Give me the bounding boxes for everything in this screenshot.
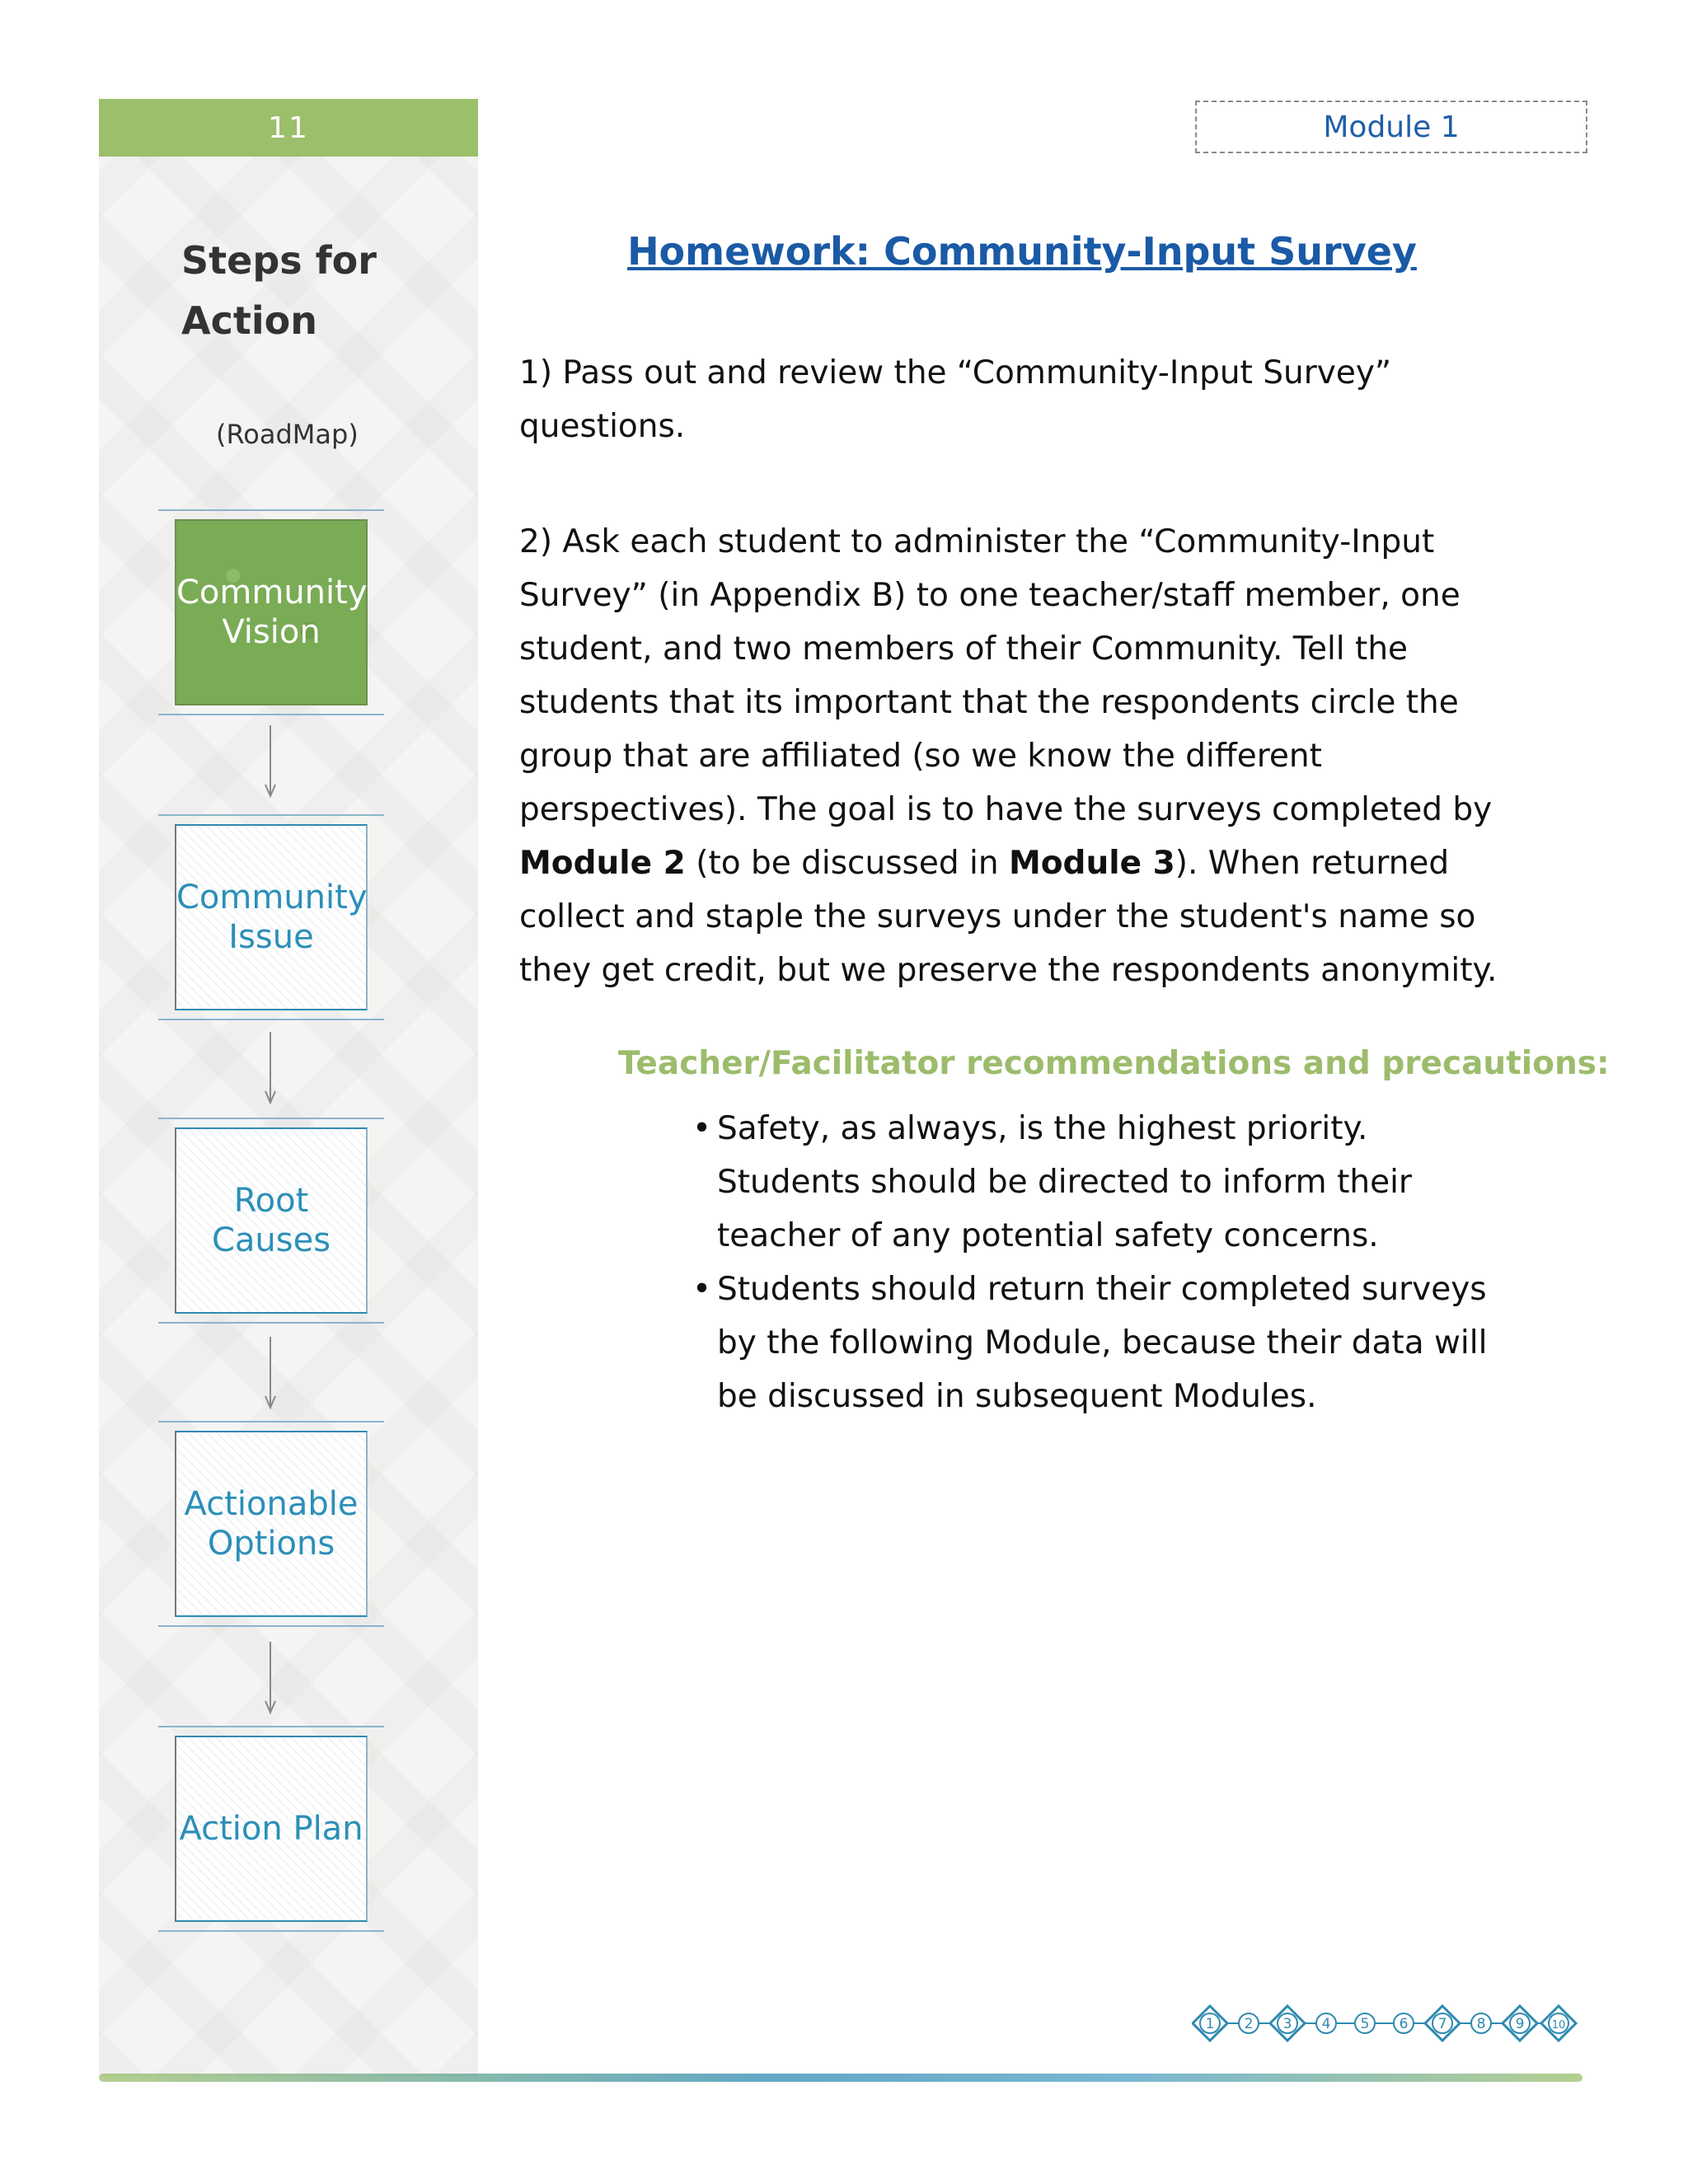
module-number: 4 <box>1321 2016 1331 2032</box>
module-marker-10 <box>1541 2006 1576 2041</box>
module-number: 8 <box>1476 2016 1486 2032</box>
module-marker-9 <box>1503 2006 1537 2041</box>
module-reference: Module 3 <box>1008 845 1175 882</box>
module-progress <box>1192 1994 1587 2052</box>
down-arrow-icon <box>264 1032 277 1106</box>
roadmap-subtitle: (RoadMap) <box>216 419 359 450</box>
module-number: 6 <box>1399 2016 1409 2032</box>
page-number: 11 <box>268 110 309 145</box>
step-label: Community Issue <box>176 879 368 956</box>
module-marker-1 <box>1193 2006 1227 2041</box>
step-label: Root Causes <box>211 1182 331 1259</box>
roadmap-title: Steps for Action <box>181 238 377 343</box>
module-marker-4 <box>1316 2013 1336 2033</box>
down-arrow-icon <box>264 725 277 799</box>
module-marker-6 <box>1394 2013 1414 2033</box>
main-content <box>519 223 1610 1423</box>
module-number: 5 <box>1360 2016 1370 2032</box>
step-community-vision <box>175 519 368 705</box>
list-item: • Safety, as always, is the highest priority. Students should be directed to inform their teacher of any potential safety concerns. <box>692 1102 1517 1263</box>
module-marker-5 <box>1355 2013 1375 2033</box>
module-number: 7 <box>1437 2016 1447 2032</box>
module-number: 1 <box>1205 2016 1215 2032</box>
list-item: • Students should return their completed surveys by the following Module, because their data will be discussed in subsequent Modules. <box>692 1263 1517 1423</box>
module-label: Module 1 <box>1323 110 1460 144</box>
step-actionable-options <box>175 1431 368 1617</box>
recommendations-heading: Teacher/Facilitator recommendations and precautions: <box>618 1045 1610 1082</box>
module-number: 10 <box>1551 2019 1566 2032</box>
module-marker-2 <box>1239 2013 1259 2033</box>
module-number: 3 <box>1282 2016 1292 2032</box>
module-number: 9 <box>1515 2016 1525 2032</box>
step-label: Action Plan <box>179 1810 363 1848</box>
module-reference: Module 2 <box>519 845 686 882</box>
step-label: Actionable Options <box>184 1485 359 1563</box>
step-one-paragraph: 1) Pass out and review the “Community-Input Survey” questions. <box>519 354 1392 445</box>
bottom-divider <box>99 2074 1582 2082</box>
module-marker-7 <box>1425 2006 1460 2041</box>
module-marker-8 <box>1471 2013 1491 2033</box>
recommendations-list <box>692 1102 1517 1423</box>
paragraph-text: ). When returned collect and staple the surveys under the student's name so they get credit, but we preserve the respondents anonymity. <box>519 845 1498 989</box>
step-label: Community Vision <box>176 574 368 651</box>
module-number: 2 <box>1244 2016 1254 2032</box>
step-two-paragraph <box>519 515 1508 997</box>
page-title: Homework: Community-Input Survey <box>627 229 1417 274</box>
module-indicator <box>1195 101 1587 153</box>
step-action-plan <box>175 1736 368 1922</box>
down-arrow-icon <box>264 1642 277 1716</box>
down-arrow-icon <box>264 1337 277 1411</box>
module-marker-3 <box>1270 2006 1305 2041</box>
page-number-bar <box>99 99 478 157</box>
step-root-causes <box>175 1127 368 1314</box>
step-community-issue <box>175 824 368 1010</box>
paragraph-text: (to be discussed in <box>685 845 1009 882</box>
paragraph-text: 2) Ask each student to administer the “Community-Input Survey” (in Appendix B) to one teacher/staff member, one student, and two members of their Community. Tell the students that its important that the respondents circle the group that are affiliated (so we know the different perspectives). The goal is to have the surveys completed by <box>519 523 1493 828</box>
